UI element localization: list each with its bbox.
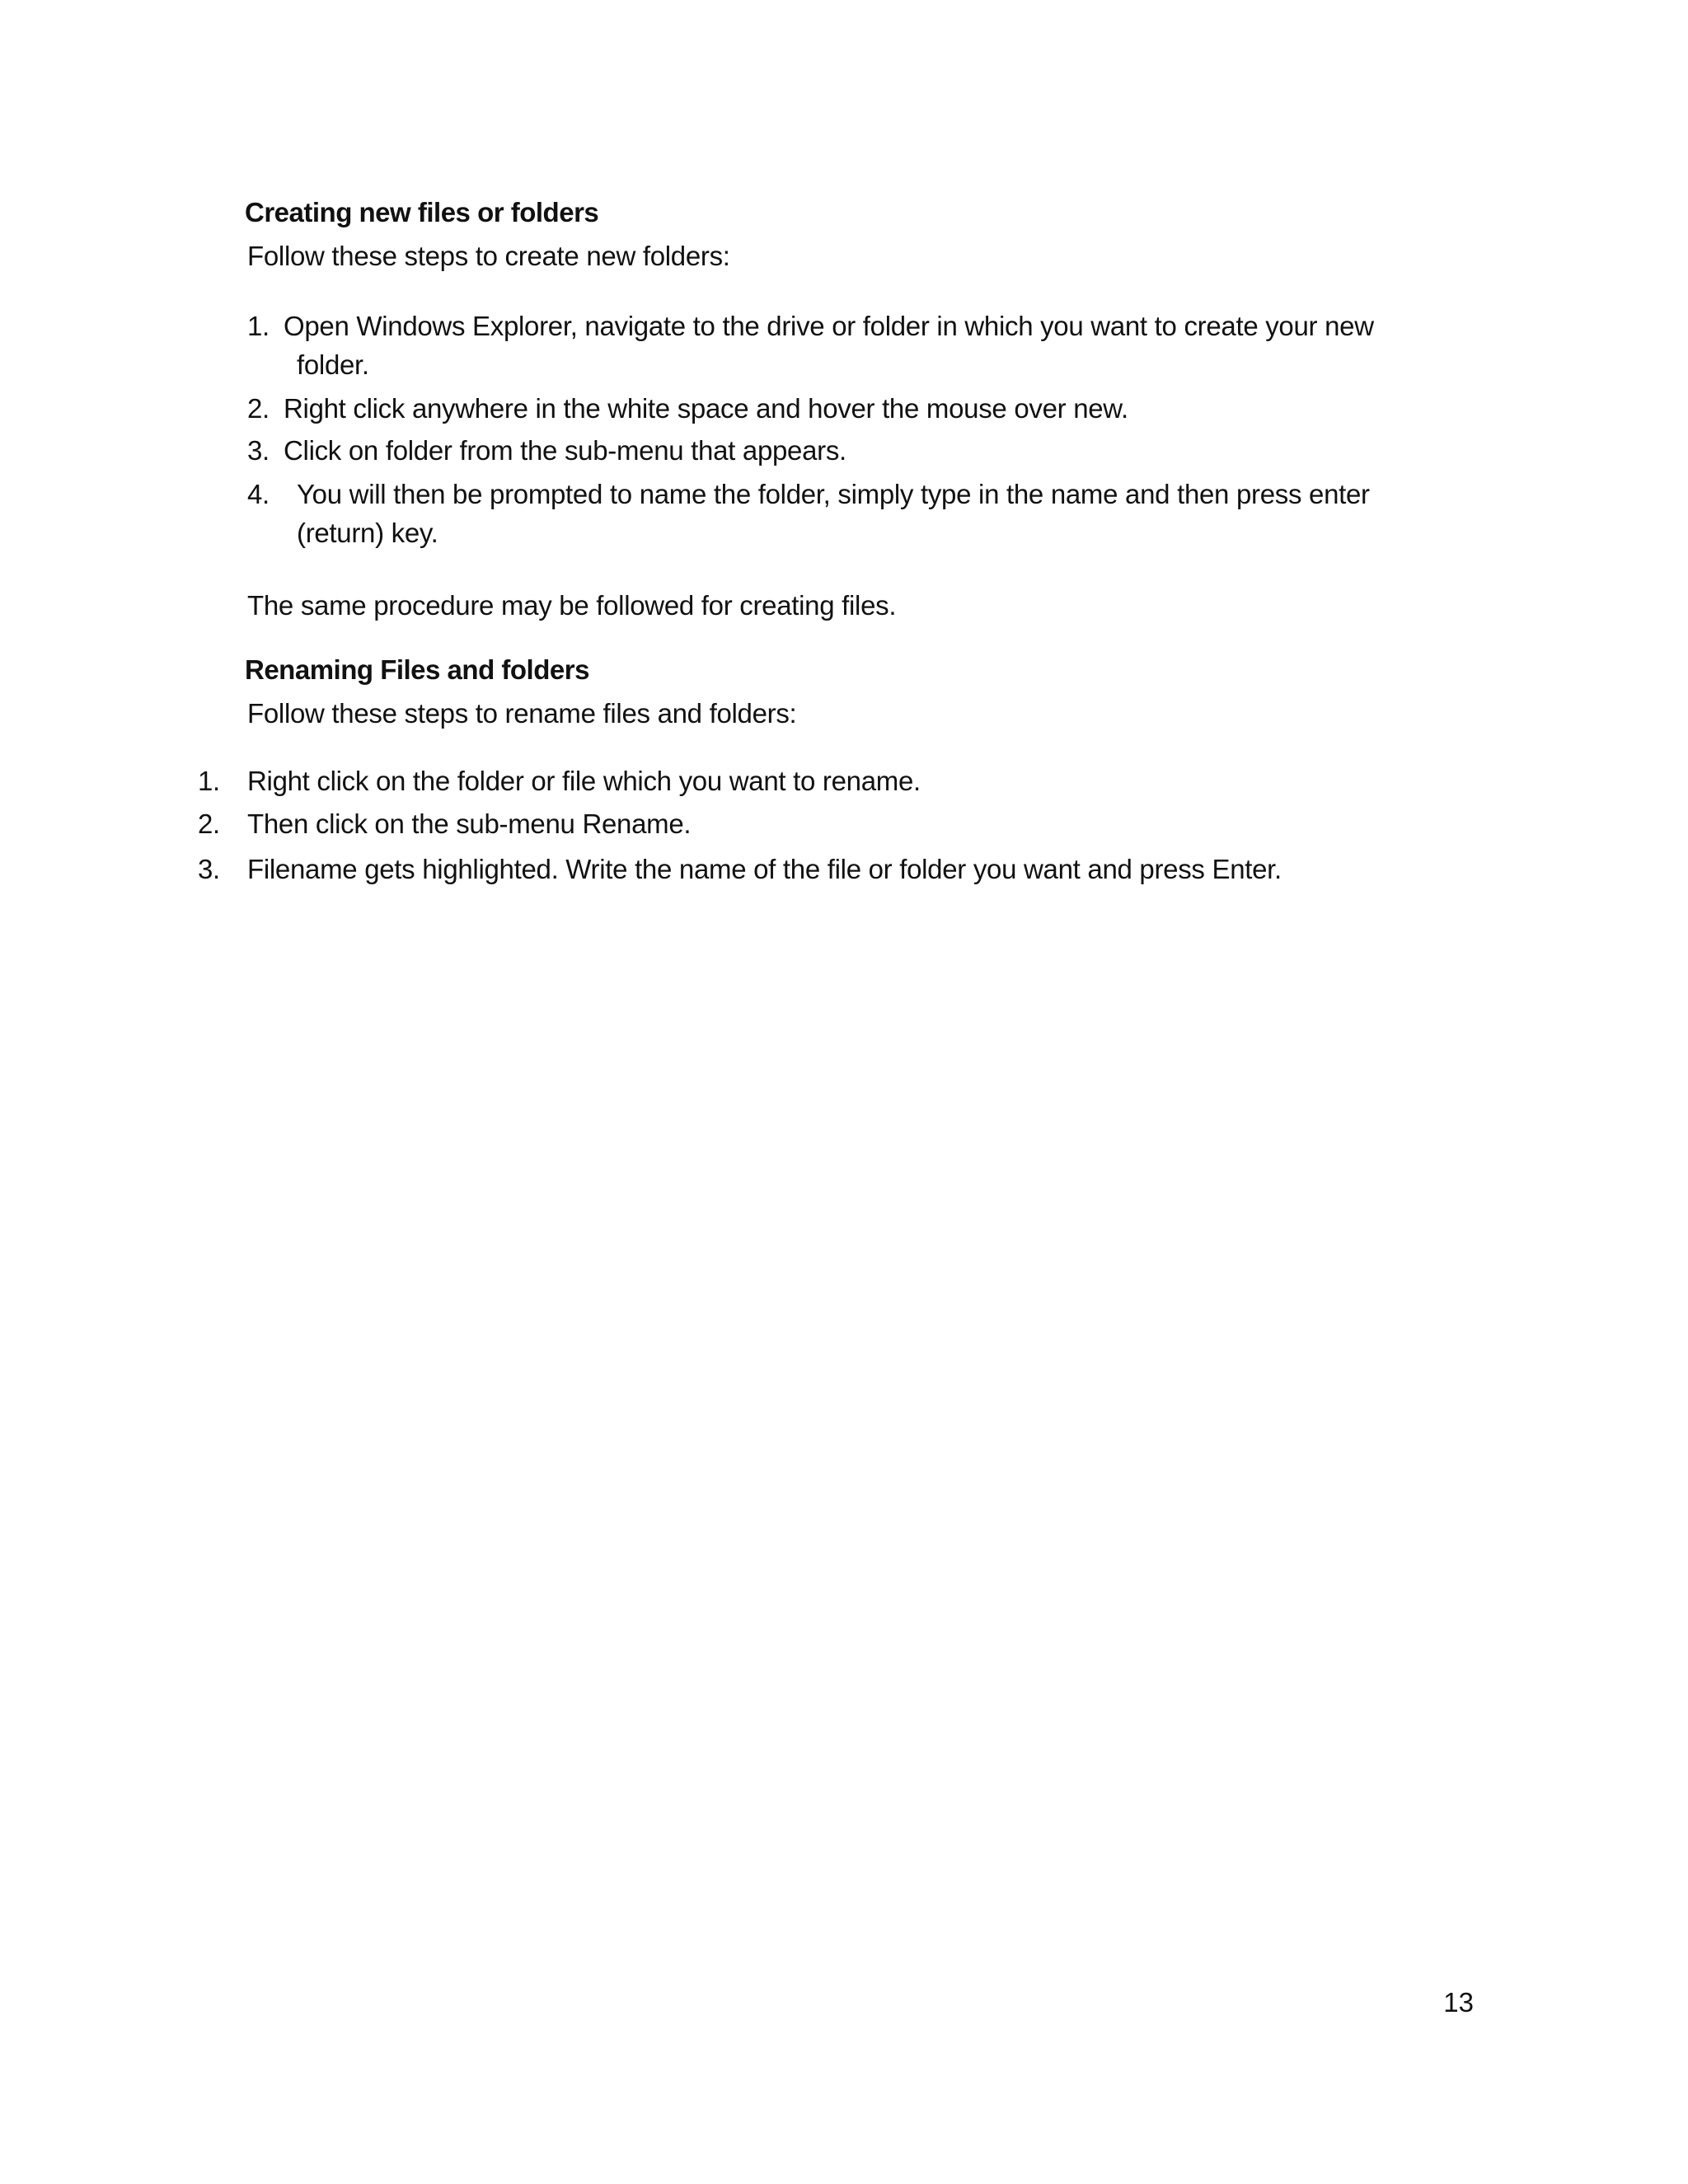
list-item-text: You will then be prompted to name the folder, simply type in the name and then press enter bbox=[297, 479, 1370, 509]
list-item bbox=[247, 431, 1484, 470]
list-item bbox=[247, 307, 1484, 384]
list-item bbox=[198, 850, 1517, 888]
list-item-text: Filename gets highlighted. Write the name of the file or folder you want and press Enter. bbox=[247, 854, 1282, 884]
page-number: 13 bbox=[1443, 1987, 1474, 2018]
section-note-create: The same procedure may be followed for creating files. bbox=[247, 590, 897, 621]
list-item-number: 2. bbox=[198, 808, 220, 839]
list-item bbox=[247, 389, 1484, 428]
list-item-text: Open Windows Explorer, navigate to the drive or folder in which you want to create your new bbox=[284, 311, 1374, 341]
list-item bbox=[198, 762, 1517, 800]
list-item-continuation: (return) key. bbox=[297, 518, 438, 548]
list-item bbox=[198, 804, 1517, 843]
section-intro-rename: Follow these steps to rename files and folders: bbox=[247, 698, 797, 729]
list-item-number: 3. bbox=[247, 435, 270, 466]
list-item-continuation: folder. bbox=[297, 349, 369, 380]
list-item bbox=[247, 475, 1484, 552]
section-intro-create: Follow these steps to create new folders: bbox=[247, 241, 730, 271]
list-item-number: 1. bbox=[247, 311, 270, 341]
list-item-text: Click on folder from the sub-menu that appears. bbox=[284, 435, 846, 466]
list-item-number: 3. bbox=[198, 854, 220, 884]
list-item-number: 2. bbox=[247, 393, 270, 424]
section-heading-rename: Renaming Files and folders bbox=[245, 654, 589, 685]
list-item-text: Right click anywhere in the white space and hover the mouse over new. bbox=[284, 393, 1128, 424]
list-item-text: Then click on the sub-menu Rename. bbox=[247, 808, 692, 839]
list-item-text: Right click on the folder or file which you want to rename. bbox=[247, 766, 921, 796]
list-item-number: 4. bbox=[247, 479, 270, 509]
section-heading-create: Creating new files or folders bbox=[245, 197, 599, 227]
list-item-number: 1. bbox=[198, 766, 220, 796]
